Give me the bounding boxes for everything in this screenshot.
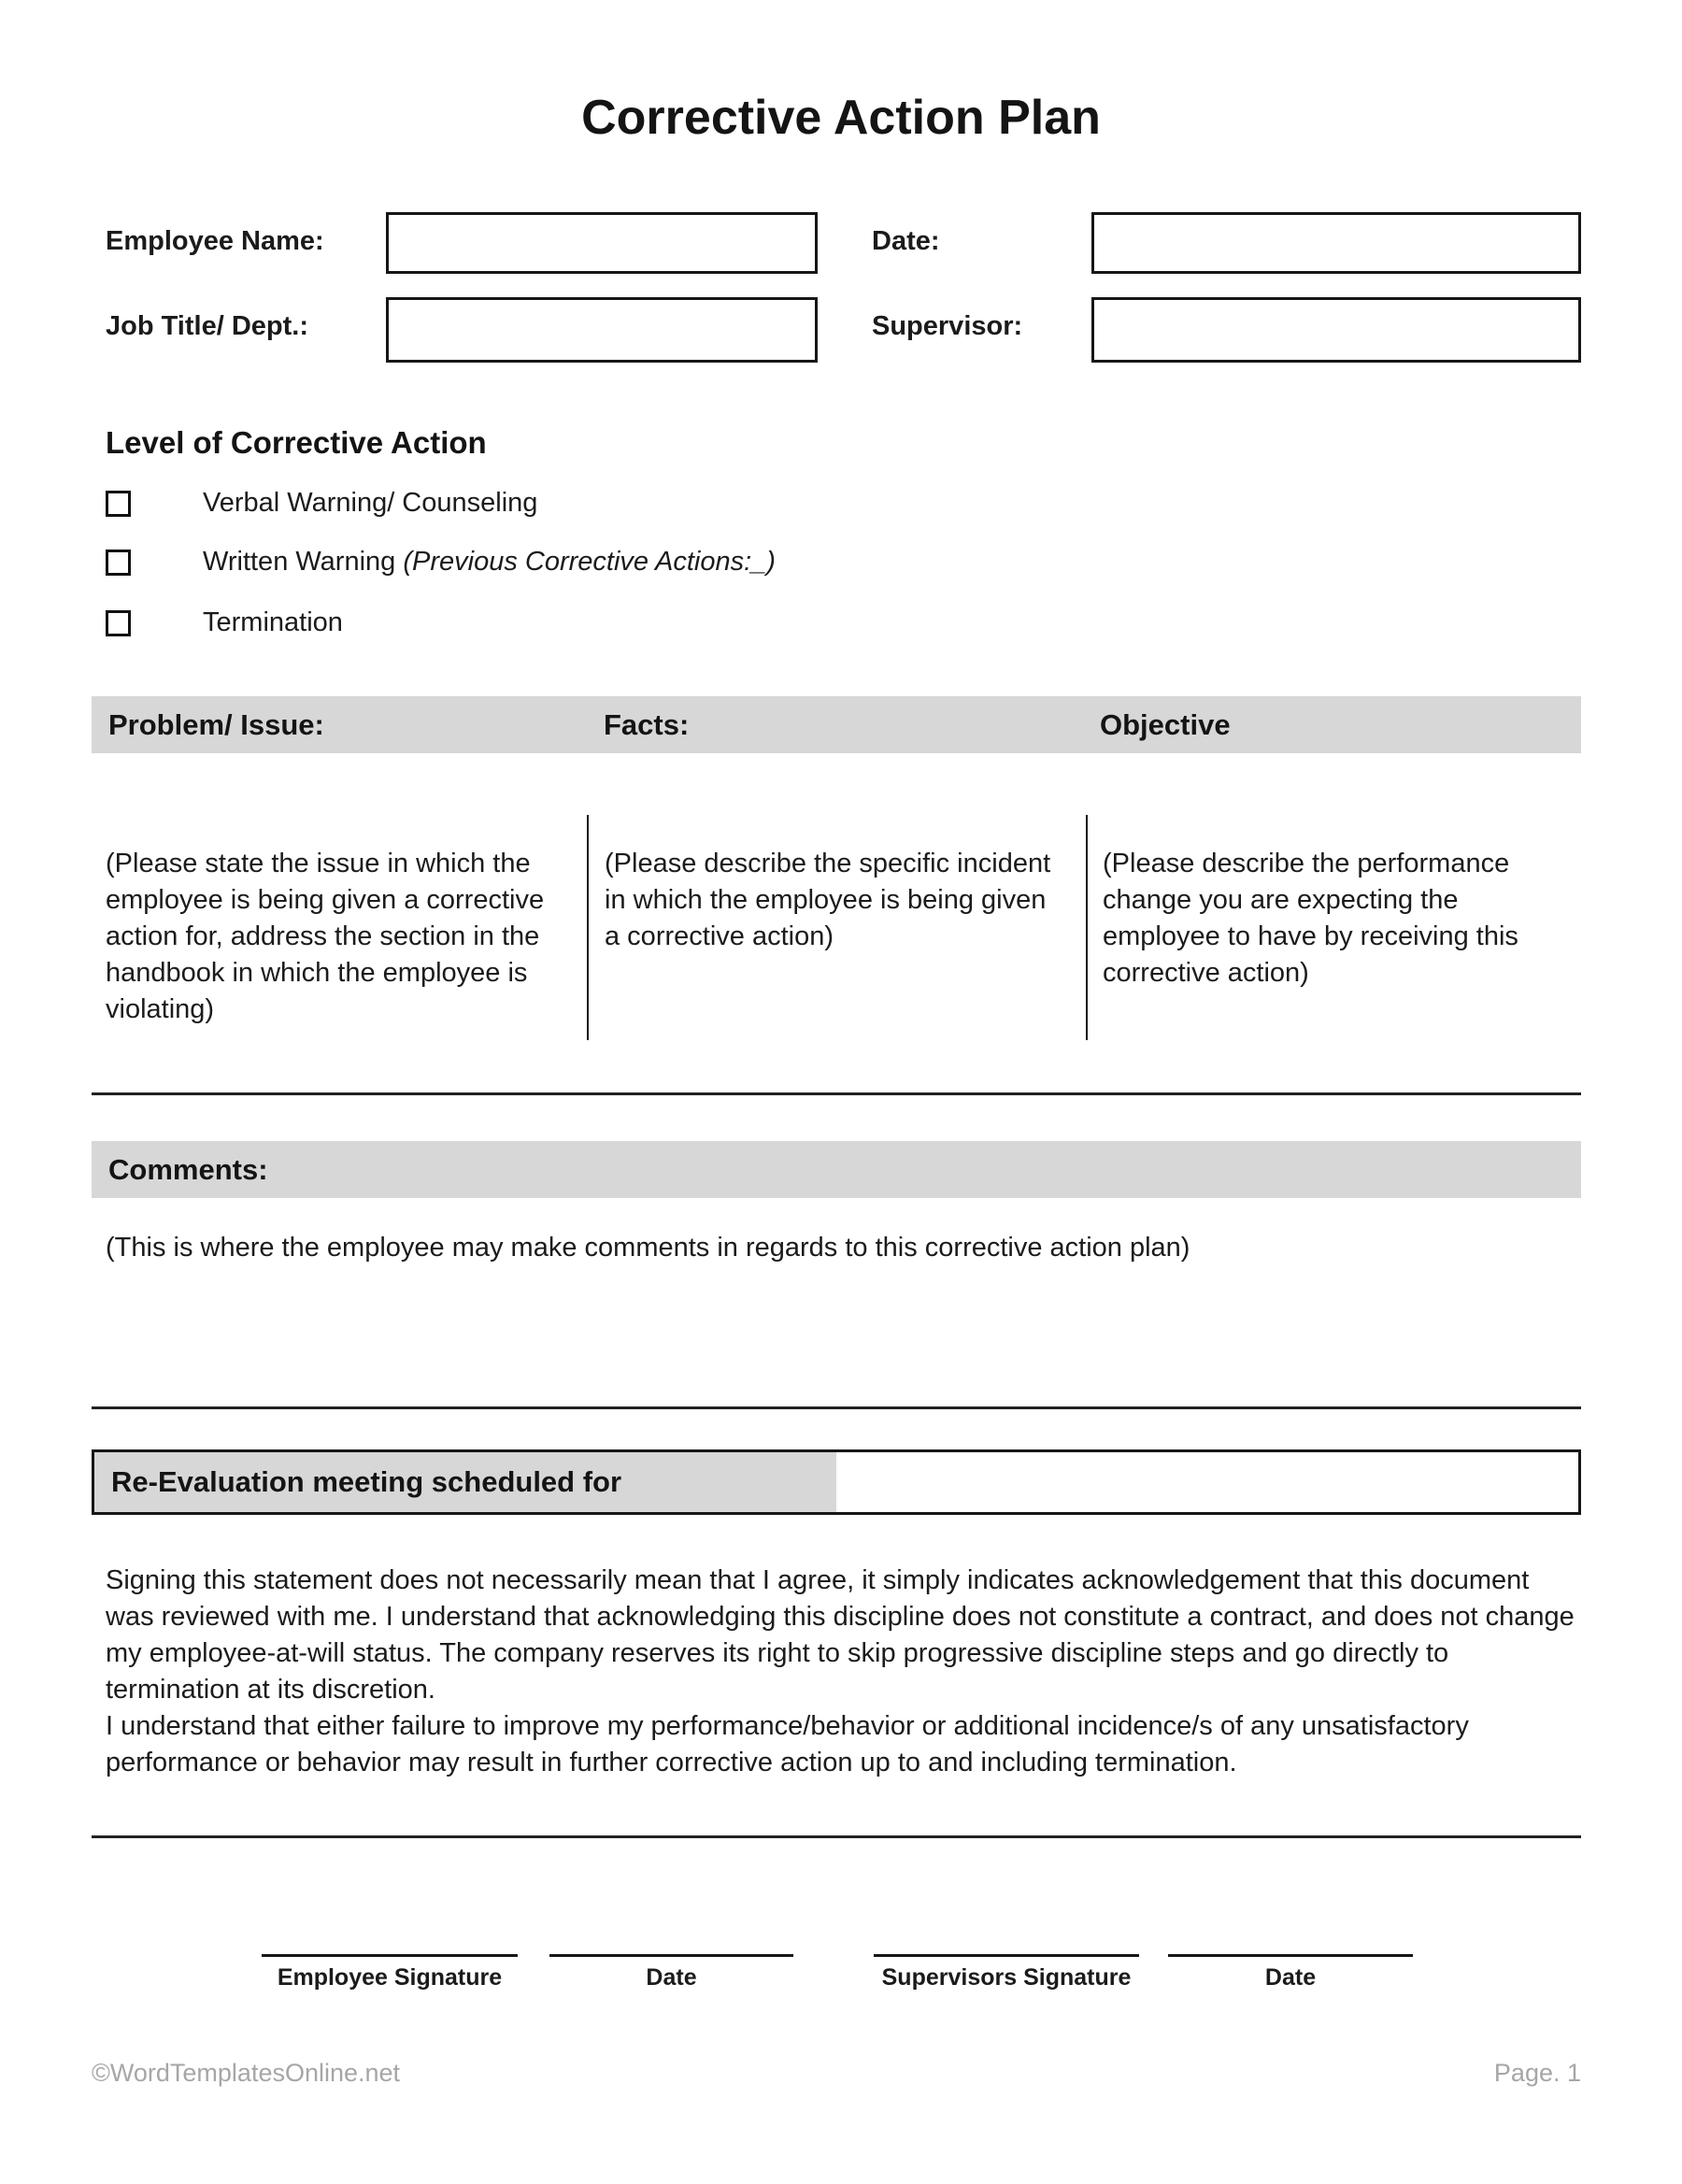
objective-cell[interactable]: (Please describe the performance change you are expecting the employee to have by receiving this corrective action) <box>1103 849 1518 988</box>
reevaluation-box <box>92 1449 1581 1515</box>
supervisor-input[interactable] <box>1091 297 1581 363</box>
employee-signature-date-line[interactable] <box>549 1954 793 1991</box>
employee-signature-date-label: Date <box>646 1964 697 1991</box>
supervisor-signature-date-line[interactable] <box>1168 1954 1413 1991</box>
written-warning-checkbox[interactable] <box>106 550 131 576</box>
facts-cell[interactable]: (Please describe the specific incident in which the employee is being given a corrective action) <box>605 849 1051 951</box>
employee-signature-label: Employee Signature <box>277 1964 503 1991</box>
level-section-heading: Level of Corrective Action <box>106 425 487 460</box>
option-row-verbal-warning <box>106 488 537 519</box>
comments-header: Comments: <box>108 1152 268 1186</box>
issue-table-body <box>92 815 1581 1040</box>
date-input[interactable] <box>1091 212 1581 274</box>
issue-table-header-bar <box>92 696 1581 753</box>
divider-rule-1 <box>92 1092 1581 1095</box>
option-row-termination <box>106 607 343 638</box>
supervisor-label: Supervisor: <box>872 311 1023 341</box>
reevaluation-date-input[interactable] <box>836 1452 1578 1512</box>
divider-rule-2 <box>92 1406 1581 1409</box>
page-title: Corrective Action Plan <box>581 91 1101 145</box>
job-title-input[interactable] <box>386 297 818 363</box>
comments-hint: (This is where the employee may make comments in regards to this corrective action plan) <box>106 1233 1190 1263</box>
supervisor-signature-line[interactable] <box>874 1954 1139 1991</box>
column-divider-2 <box>1086 815 1088 1040</box>
comments-header-bar <box>92 1141 1581 1198</box>
supervisor-signature-label: Supervisors Signature <box>881 1964 1132 1991</box>
supervisor-signature-date-label: Date <box>1264 1964 1317 1991</box>
termination-checkbox[interactable] <box>106 610 131 636</box>
footer-page-number: Page. 1 <box>1493 2059 1581 2087</box>
verbal-warning-label: Verbal Warning/ Counseling <box>203 488 538 518</box>
comments-input-area[interactable] <box>106 1280 1573 1402</box>
acknowledgement-paragraph-1: Signing this statement does not necessarily mean that I agree, it simply indicates acknowledgement that this document was reviewed with me. I understand that acknowledging this discipline does not constitute a contract, and does not change my employee-at-will status. The company reserves its right to skip progressive discipline steps and go directly to termination at its discretion. <box>106 1565 1575 1705</box>
objective-header: Objective <box>1100 707 1231 741</box>
column-divider-1 <box>587 815 589 1040</box>
option-row-written-warning <box>106 547 776 578</box>
divider-rule-3 <box>92 1835 1581 1838</box>
employee-signature-line[interactable] <box>262 1954 518 1991</box>
termination-label: Termination <box>203 607 343 637</box>
facts-header: Facts: <box>604 707 690 741</box>
date-label: Date: <box>872 226 940 256</box>
problem-issue-cell[interactable]: (Please state the issue in which the employee is being given a corrective action for, address the section in the handbook in which the employee is violating) <box>106 849 545 1024</box>
reevaluation-label: Re-Evaluation meeting scheduled for <box>94 1452 836 1512</box>
job-title-label: Job Title/ Dept.: <box>106 311 308 341</box>
acknowledgement-paragraph-2: I understand that either failure to improve my performance/behavior or additional incidence/s of any unsatisfactory performance or behavior may result in further corrective action up to and including termination. <box>106 1711 1469 1777</box>
problem-issue-header: Problem/ Issue: <box>108 707 324 741</box>
acknowledgement-text <box>106 1563 1575 1781</box>
employee-name-input[interactable] <box>386 212 818 274</box>
written-warning-label: Written Warning (Previous Corrective Actions:_) <box>203 547 776 577</box>
verbal-warning-checkbox[interactable] <box>106 491 131 517</box>
footer-watermark: ©WordTemplatesOnline.net <box>92 2059 401 2087</box>
employee-name-label: Employee Name: <box>106 226 324 256</box>
